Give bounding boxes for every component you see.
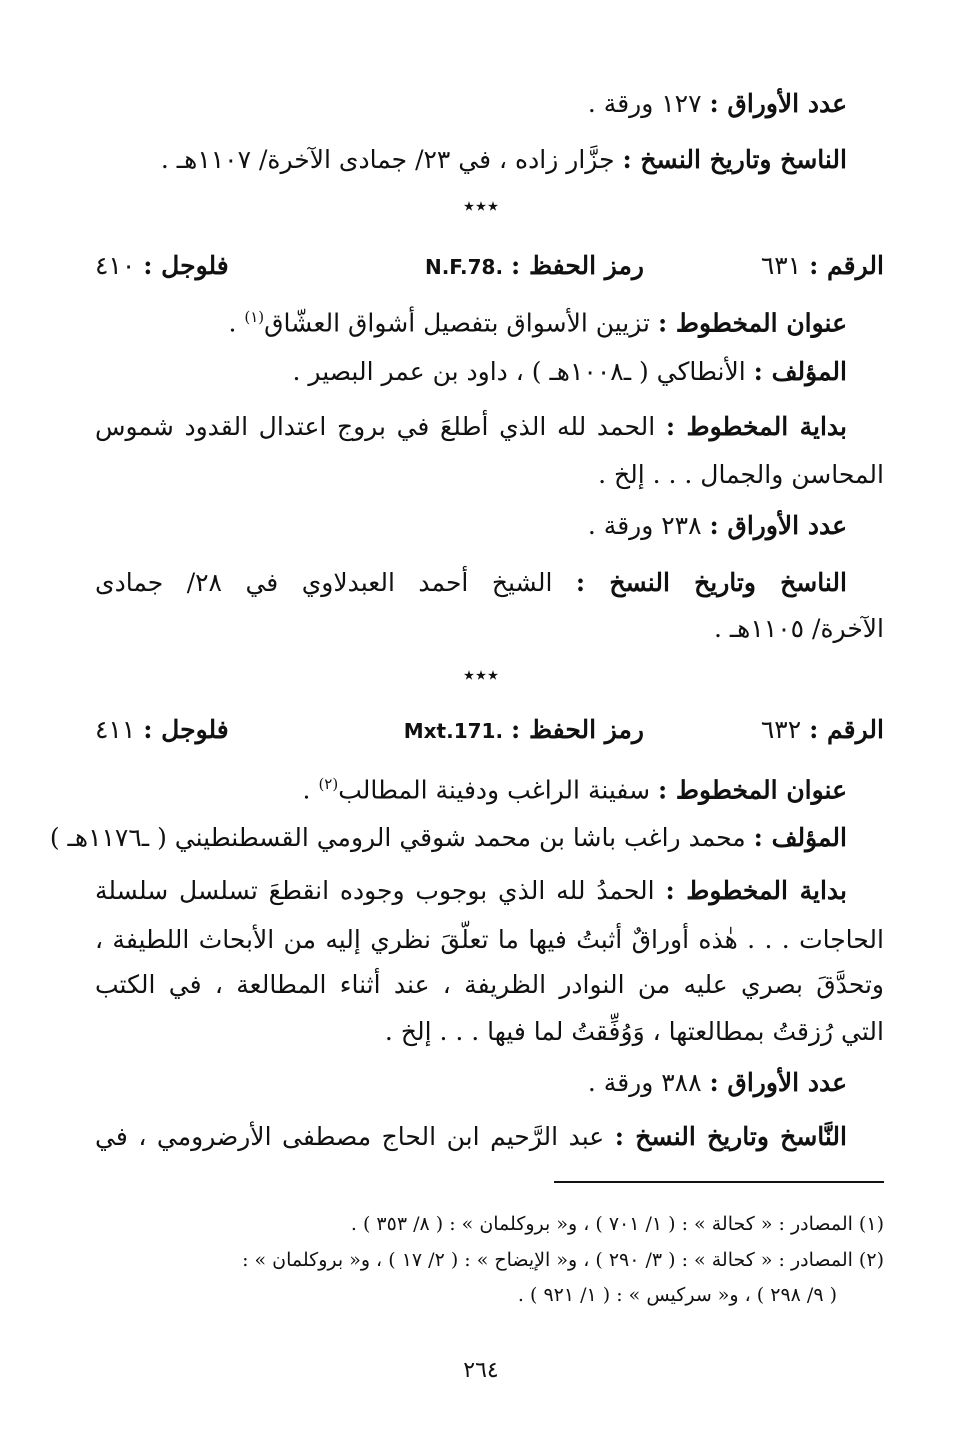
incipit-line: بداية المخطوط : الحمدُ لله الذي بوجوب وجوده انقطعَ تسلسل سلسلة xyxy=(95,876,847,905)
incipit-line: بداية المخطوط : الحمد لله الذي أطلعَ في بروج اعتدال القدود شموس xyxy=(95,412,847,441)
entry-number: الرقم : ٦٣١ xyxy=(760,251,884,280)
entry-number: الرقم : ٦٣٢ xyxy=(760,715,884,744)
separator: ٭٭٭ xyxy=(463,663,499,688)
incipit-cont: الحاجات . . . هٰذه أوراقٌ أثبتُ فيها ما تعلَّقَ نظري إليه من الأبحاث اللطيفة ، xyxy=(95,925,884,954)
entry-header xyxy=(95,710,884,750)
footnote-ref: (١) xyxy=(244,308,265,326)
title-label: عنوان المخطوط : xyxy=(657,308,847,338)
author-line xyxy=(95,352,847,392)
incipit-cont: التي رُزقتُ بمطالعتها ، وَوُفِّقتُ لما فيها . . . إلخ . xyxy=(384,1017,884,1046)
title-line: عنوان المخطوط : تزيين الأسواق بتفصيل أشواق العشّاق$^{(١)}$ . xyxy=(228,308,847,338)
leaves-line: عدد الأوراق : ٢٣٨ ورقة . xyxy=(587,511,847,540)
incipit-cont: وتحدَّقَ بصري عليه من النوادر الظريفة ، عند أثناء المطالعة ، في الكتب xyxy=(95,970,884,999)
copyist-line: النَّاسخ وتاريخ النسخ : عبد الرَّحيم ابن الحاج مصطفى الأرضرومي ، في xyxy=(95,1122,847,1151)
incipit-cont: المحاسن والجمال . . . إلخ . xyxy=(598,460,884,489)
page-number: ٢٦٤ xyxy=(463,1358,499,1383)
copyist-value: جزَّار زاده ، في ٢٣/ جمادى الآخرة/ ١١٠٧هـ . xyxy=(160,145,615,174)
shelf-code: رمز الحفظ : Mxt.171. xyxy=(403,715,644,744)
copyist-label: الناسخ وتاريخ النسخ : xyxy=(622,145,847,174)
shelf-code: رمز الحفظ : N.F.78. xyxy=(424,251,644,280)
footnote-2: (٢) المصادر : « كحالة » : ( ٣/ ٢٩٠ ) ، و« الإيضاح » : ( ٢/ ١٧ ) ، و« بروكلمان » : xyxy=(242,1249,884,1271)
separator: ٭٭٭ xyxy=(463,194,499,219)
footnote-ref: (٢) xyxy=(318,775,339,793)
copyist-cont: الآخرة/ ١١٠٥هـ . xyxy=(713,614,884,643)
author-value: الأنطاكي ( ـ١٠٠٨هـ ) ، داود بن عمر البصير . xyxy=(292,357,746,386)
copyist-line xyxy=(95,140,847,180)
leaves-line xyxy=(95,84,847,124)
copyist-line: الناسخ وتاريخ النسخ : الشيخ أحمد العبدلاوي في ٢٨/ جمادى xyxy=(95,568,847,597)
flugel-number: فلوجل : ٤١٠ xyxy=(95,251,229,280)
footnote-2-cont: ( ٩/ ٢٩٨ ) ، و« سركيس » : ( ١/ ٩٢١ ) . xyxy=(517,1284,837,1306)
author-line: المؤلف : محمد راغب باشا بن محمد شوقي الرومي القسطنطيني ( ـ١١٧٦هـ ) xyxy=(49,823,847,852)
title-value: تزيين الأسواق بتفصيل أشواق العشّاق xyxy=(264,308,651,338)
leaves-label: عدد الأوراق : xyxy=(709,89,847,118)
title-line: عنوان المخطوط : سفينة الراغب ودفينة المطالب$^{(٢)}$ . xyxy=(302,775,847,805)
footnote-divider xyxy=(554,1181,884,1183)
footnote-1: (١) المصادر : « كحالة » : ( ١/ ٧٠١ ) ، و« بروكلمان » : ( ٨/ ٣٥٣ ) . xyxy=(350,1213,884,1235)
incipit-label: بداية المخطوط : xyxy=(665,412,847,441)
entry-header xyxy=(95,246,884,286)
leaves-line: عدد الأوراق : ٣٨٨ ورقة . xyxy=(587,1068,847,1097)
leaves-value: ١٢٧ ورقة . xyxy=(587,89,702,118)
flugel-number: فلوجل : ٤١١ xyxy=(95,715,229,744)
author-label: المؤلف : xyxy=(753,357,847,386)
